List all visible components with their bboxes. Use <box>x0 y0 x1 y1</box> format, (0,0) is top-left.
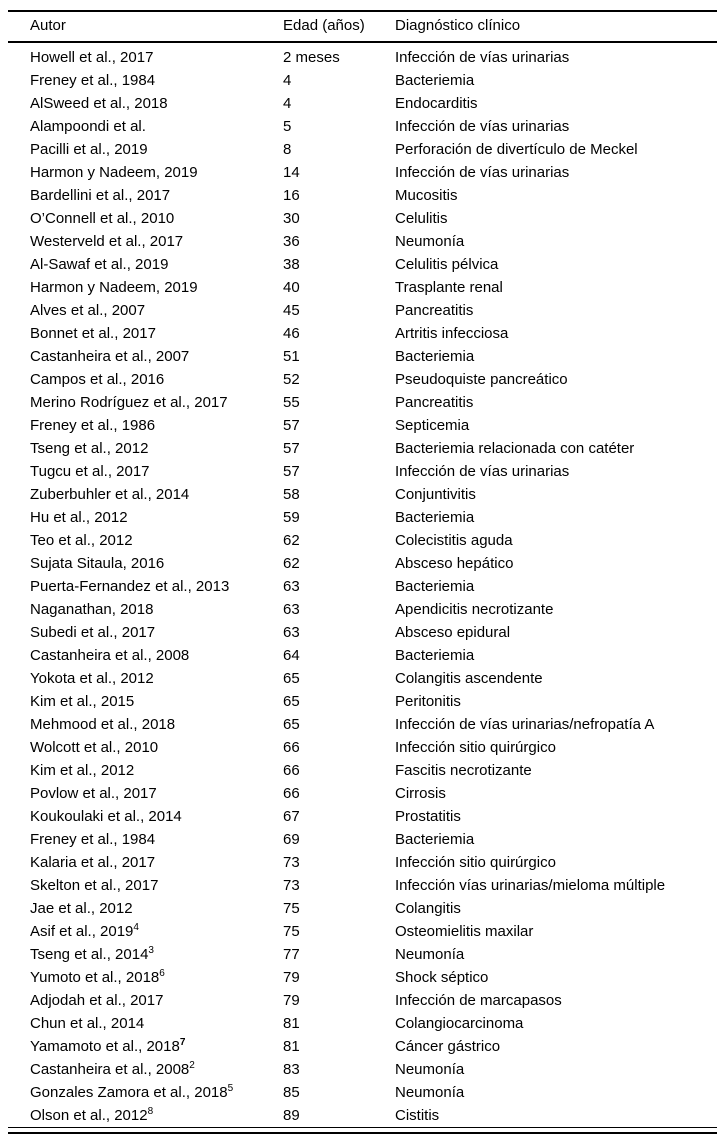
author-superscript: 5 <box>227 1083 234 1094</box>
age-cell: 65 <box>283 716 300 733</box>
age-cell: 81 <box>283 1015 300 1032</box>
table-row <box>8 644 717 667</box>
author-text: Chun et al., 2014 <box>30 1015 145 1032</box>
table-row <box>8 828 717 851</box>
author-text: Howell et al., 2017 <box>30 49 154 66</box>
author-cell <box>8 805 283 828</box>
author-text: Westerveld et al., 2017 <box>30 233 184 250</box>
age-cell: 63 <box>283 601 300 618</box>
diagnosis-cell: Infección de marcapasos <box>395 992 562 1009</box>
author-cell <box>8 69 283 92</box>
age-cell: 16 <box>283 187 300 204</box>
diagnosis-cell: Neumonía <box>395 233 465 250</box>
age-cell: 79 <box>283 969 300 986</box>
author-text: Freney et al., 1986 <box>30 417 156 434</box>
author-text: Merino Rodríguez et al., 2017 <box>30 394 228 411</box>
diagnosis-cell: Peritonitis <box>395 693 461 710</box>
diagnosis-cell: Prostatitis <box>395 808 461 825</box>
age-cell: 75 <box>283 923 300 940</box>
author-cell <box>8 345 283 368</box>
age-cell: 75 <box>283 900 300 917</box>
table-row <box>8 1081 717 1104</box>
diagnosis-cell: Absceso hepático <box>395 555 514 572</box>
table-bottom-rule <box>8 1128 717 1134</box>
age-cell: 40 <box>283 279 300 296</box>
table-row <box>8 552 717 575</box>
author-cell <box>8 782 283 805</box>
author-cell <box>8 115 283 138</box>
diagnosis-cell: Colangitis ascendente <box>395 670 543 687</box>
author-superscript: 2 <box>189 1060 195 1071</box>
author-cell <box>8 460 283 483</box>
diagnosis-cell: Perforación de divertículo de Meckel <box>395 141 638 158</box>
diagnosis-cell: Bacteriemia <box>395 72 475 89</box>
table-row <box>8 460 717 483</box>
age-cell: 57 <box>283 463 300 480</box>
table-row <box>8 1012 717 1035</box>
author-text: Kim et al., 2012 <box>30 762 135 779</box>
author-cell <box>8 138 283 161</box>
age-cell: 5 <box>283 118 292 135</box>
diagnosis-cell: Infección de vías urinarias <box>395 118 570 135</box>
diagnosis-cell: Colecistitis aguda <box>395 532 513 549</box>
age-cell: 14 <box>283 164 300 181</box>
author-cell <box>8 598 283 621</box>
age-cell: 52 <box>283 371 300 388</box>
diagnosis-cell: Conjuntivitis <box>395 486 476 503</box>
diagnosis-cell: Colangiocarcinoma <box>395 1015 524 1032</box>
author-superscript: 8 <box>147 1106 154 1117</box>
diagnosis-cell: Osteomielitis maxilar <box>395 923 534 940</box>
age-cell: 83 <box>283 1061 300 1078</box>
author-cell <box>8 897 283 920</box>
age-cell: 4 <box>283 72 292 89</box>
author-text: Kim et al., 2015 <box>30 693 135 710</box>
table-row <box>8 322 717 345</box>
author-text: Harmon y Nadeem, 2019 <box>30 164 198 181</box>
author-cell <box>8 621 283 644</box>
diagnosis-cell: Pancreatitis <box>395 394 474 411</box>
column-header-autor: Autor <box>8 11 283 42</box>
author-text: Yokota et al., 2012 <box>30 670 154 687</box>
diagnosis-cell: Trasplante renal <box>395 279 503 296</box>
author-text: Kalaria et al., 2017 <box>30 854 156 871</box>
table-row <box>8 230 717 253</box>
author-text: Alves et al., 2007 <box>30 302 146 319</box>
age-cell: 62 <box>283 532 300 549</box>
age-cell: 8 <box>283 141 292 158</box>
author-cell <box>8 920 283 943</box>
author-cell <box>8 759 283 782</box>
table-row <box>8 759 717 782</box>
author-text: Tseng et al., 2012 <box>30 440 149 457</box>
diagnosis-cell: Infección vías urinarias/mieloma múltiple <box>395 877 666 894</box>
diagnosis-cell: Infección de vías urinarias/nefropatía A <box>395 716 655 733</box>
author-text: Bardellini et al., 2017 <box>30 187 171 204</box>
age-cell: 66 <box>283 785 300 802</box>
table-row <box>8 920 717 943</box>
table-row <box>8 897 717 920</box>
author-text: Tseng et al., 2014 <box>30 946 149 963</box>
table-row <box>8 989 717 1012</box>
diagnosis-cell: Bacteriemia <box>395 831 475 848</box>
table-row <box>8 414 717 437</box>
author-cell <box>8 230 283 253</box>
author-cell <box>8 943 283 966</box>
author-text: Sujata Sitaula, 2016 <box>30 555 165 572</box>
diagnosis-cell: Endocarditis <box>395 95 478 112</box>
header-row <box>8 11 717 42</box>
age-cell: 46 <box>283 325 300 342</box>
author-cell <box>8 253 283 276</box>
age-cell: 55 <box>283 394 300 411</box>
age-cell: 73 <box>283 877 300 894</box>
table-row <box>8 138 717 161</box>
author-cell <box>8 874 283 897</box>
table-row <box>8 368 717 391</box>
table-row <box>8 874 717 897</box>
author-cell <box>8 184 283 207</box>
table-row <box>8 1058 717 1081</box>
author-cell <box>8 552 283 575</box>
diagnosis-cell: Fascitis necrotizante <box>395 762 532 779</box>
author-cell <box>8 42 283 69</box>
diagnosis-cell: Pancreatitis <box>395 302 474 319</box>
age-cell: 66 <box>283 762 300 779</box>
author-cell <box>8 966 283 989</box>
author-superscript: 4 <box>133 922 139 933</box>
table-row <box>8 92 717 115</box>
diagnosis-cell: Mucositis <box>395 187 458 204</box>
author-cell <box>8 414 283 437</box>
diagnosis-cell: Septicemia <box>395 417 470 434</box>
age-cell: 73 <box>283 854 300 871</box>
table-row <box>8 506 717 529</box>
table-row <box>8 805 717 828</box>
author-text: Campos et al., 2016 <box>30 371 165 388</box>
author-cell <box>8 828 283 851</box>
author-superscript: 6 <box>159 968 165 979</box>
diagnosis-cell: Bacteriemia <box>395 578 475 595</box>
author-text: Tugcu et al., 2017 <box>30 463 150 480</box>
diagnosis-cell: Bacteriemia relacionada con catéter <box>395 440 635 457</box>
diagnosis-cell: Shock séptico <box>395 969 489 986</box>
author-text: Al-Sawaf et al., 2019 <box>30 256 169 273</box>
author-cell <box>8 1058 283 1081</box>
author-cell <box>8 368 283 391</box>
author-text: Adjodah et al., 2017 <box>30 992 164 1009</box>
author-text: Mehmood et al., 2018 <box>30 716 176 733</box>
table-row <box>8 276 717 299</box>
diagnosis-cell: Neumonía <box>395 1084 465 1101</box>
age-cell: 69 <box>283 831 300 848</box>
author-cell <box>8 736 283 759</box>
author-cell <box>8 207 283 230</box>
table-row <box>8 483 717 506</box>
table-header <box>8 11 717 42</box>
age-cell: 63 <box>283 624 300 641</box>
diagnosis-cell: Bacteriemia <box>395 647 475 664</box>
age-cell: 30 <box>283 210 300 227</box>
author-cell <box>8 667 283 690</box>
author-cell <box>8 391 283 414</box>
author-text: Koukoulaki et al., 2014 <box>30 808 182 825</box>
author-superscript: 3 <box>148 945 154 956</box>
table-row <box>8 667 717 690</box>
author-cell <box>8 1104 283 1128</box>
author-cell <box>8 161 283 184</box>
author-cell <box>8 92 283 115</box>
column-header-diagnostico: Diagnóstico clínico <box>395 11 717 42</box>
diagnosis-cell: Neumonía <box>395 946 465 963</box>
table-row <box>8 713 717 736</box>
author-text: Yumoto et al., 2018 <box>30 969 160 986</box>
table-row <box>8 690 717 713</box>
author-cell <box>8 690 283 713</box>
table-row <box>8 621 717 644</box>
author-text: Alampoondi et al. <box>30 118 146 135</box>
column-header-edad: Edad (años) <box>283 11 395 42</box>
table-body <box>8 42 717 1128</box>
table-row <box>8 782 717 805</box>
age-cell: 57 <box>283 417 300 434</box>
author-text: Castanheira et al., 2008 <box>30 1061 190 1078</box>
age-cell: 45 <box>283 302 300 319</box>
author-text: Castanheira et al., 2008 <box>30 647 190 664</box>
author-text: Povlow et al., 2017 <box>30 785 157 802</box>
age-cell: 58 <box>283 486 300 503</box>
diagnosis-cell: Celulitis pélvica <box>395 256 499 273</box>
author-cell <box>8 322 283 345</box>
diagnosis-cell: Bacteriemia <box>395 509 475 526</box>
author-cell <box>8 644 283 667</box>
age-cell: 4 <box>283 95 292 112</box>
age-cell: 89 <box>283 1107 300 1124</box>
age-cell: 59 <box>283 509 300 526</box>
age-cell: 65 <box>283 670 300 687</box>
age-cell: 57 <box>283 440 300 457</box>
author-cell <box>8 529 283 552</box>
author-text: O’Connell et al., 2010 <box>30 210 175 227</box>
author-superscript: 7 <box>179 1037 186 1048</box>
age-cell: 64 <box>283 647 300 664</box>
age-cell: 62 <box>283 555 300 572</box>
table-row <box>8 115 717 138</box>
table-row <box>8 437 717 460</box>
age-cell: 65 <box>283 693 300 710</box>
table-row <box>8 736 717 759</box>
table-row <box>8 184 717 207</box>
author-cell <box>8 483 283 506</box>
author-cell <box>8 989 283 1012</box>
author-text: Pacilli et al., 2019 <box>30 141 148 158</box>
author-text: Subedi et al., 2017 <box>30 624 156 641</box>
author-text: Zuberbuhler et al., 2014 <box>30 486 190 503</box>
diagnosis-cell: Celulitis <box>395 210 448 227</box>
table-row <box>8 345 717 368</box>
diagnosis-cell: Apendicitis necrotizante <box>395 601 554 618</box>
author-text: Naganathan, 2018 <box>30 601 154 618</box>
diagnosis-cell: Infección de vías urinarias <box>395 49 570 66</box>
age-cell: 77 <box>283 946 300 963</box>
author-text: Teo et al., 2012 <box>30 532 133 549</box>
age-cell: 66 <box>283 739 300 756</box>
diagnosis-cell: Infección sitio quirúrgico <box>395 739 556 756</box>
diagnosis-cell: Infección de vías urinarias <box>395 463 570 480</box>
diagnosis-cell: Bacteriemia <box>395 348 475 365</box>
diagnosis-cell: Cistitis <box>395 1107 440 1124</box>
age-cell: 63 <box>283 578 300 595</box>
author-cell <box>8 575 283 598</box>
author-cell <box>8 851 283 874</box>
author-text: Freney et al., 1984 <box>30 831 156 848</box>
clinical-cases-table <box>8 10 717 1128</box>
table-row <box>8 161 717 184</box>
table-row <box>8 851 717 874</box>
author-text: Puerta-Fernandez et al., 2013 <box>30 578 230 595</box>
diagnosis-cell: Artritis infecciosa <box>395 325 509 342</box>
age-cell: 79 <box>283 992 300 1009</box>
author-cell <box>8 299 283 322</box>
diagnosis-cell: Absceso epidural <box>395 624 511 641</box>
table-row <box>8 966 717 989</box>
author-cell <box>8 1012 283 1035</box>
table-row <box>8 207 717 230</box>
author-cell <box>8 1081 283 1104</box>
author-text: Olson et al., 2012 <box>30 1107 148 1124</box>
author-text: Jae et al., 2012 <box>30 900 133 917</box>
author-text: Asif et al., 2019 <box>30 923 134 940</box>
table-row <box>8 299 717 322</box>
author-text: Gonzales Zamora et al., 2018 <box>30 1084 228 1101</box>
age-cell: 67 <box>283 808 300 825</box>
author-text: Castanheira et al., 2007 <box>30 348 190 365</box>
author-text: Skelton et al., 2017 <box>30 877 159 894</box>
author-text: AlSweed et al., 2018 <box>30 95 168 112</box>
author-text: Harmon y Nadeem, 2019 <box>30 279 198 296</box>
age-cell: 2 meses <box>283 49 340 66</box>
diagnosis-cell: Pseudoquiste pancreático <box>395 371 568 388</box>
age-cell: 36 <box>283 233 300 250</box>
author-text: Wolcott et al., 2010 <box>30 739 159 756</box>
diagnosis-cell: Cirrosis <box>395 785 446 802</box>
diagnosis-cell: Infección de vías urinarias <box>395 164 570 181</box>
table-row <box>8 1035 717 1058</box>
author-text: Yamamoto et al., 2018 <box>30 1038 180 1055</box>
author-cell <box>8 437 283 460</box>
author-text: Hu et al., 2012 <box>30 509 128 526</box>
age-cell: 81 <box>283 1038 300 1055</box>
table-row <box>8 1104 717 1128</box>
table-row <box>8 69 717 92</box>
diagnosis-cell: Neumonía <box>395 1061 465 1078</box>
table-row <box>8 529 717 552</box>
author-cell <box>8 276 283 299</box>
diagnosis-cell: Colangitis <box>395 900 461 917</box>
age-cell: 38 <box>283 256 300 273</box>
author-cell <box>8 1035 283 1058</box>
table-row <box>8 253 717 276</box>
author-text: Bonnet et al., 2017 <box>30 325 156 342</box>
author-text: Freney et al., 1984 <box>30 72 156 89</box>
table-row <box>8 575 717 598</box>
table-row <box>8 391 717 414</box>
age-cell: 51 <box>283 348 300 365</box>
table-row <box>8 598 717 621</box>
table-row <box>8 42 717 69</box>
author-cell <box>8 713 283 736</box>
age-cell: 85 <box>283 1084 300 1101</box>
table-row <box>8 943 717 966</box>
author-cell <box>8 506 283 529</box>
diagnosis-cell: Cáncer gástrico <box>395 1038 501 1055</box>
diagnosis-cell: Infección sitio quirúrgico <box>395 854 556 871</box>
